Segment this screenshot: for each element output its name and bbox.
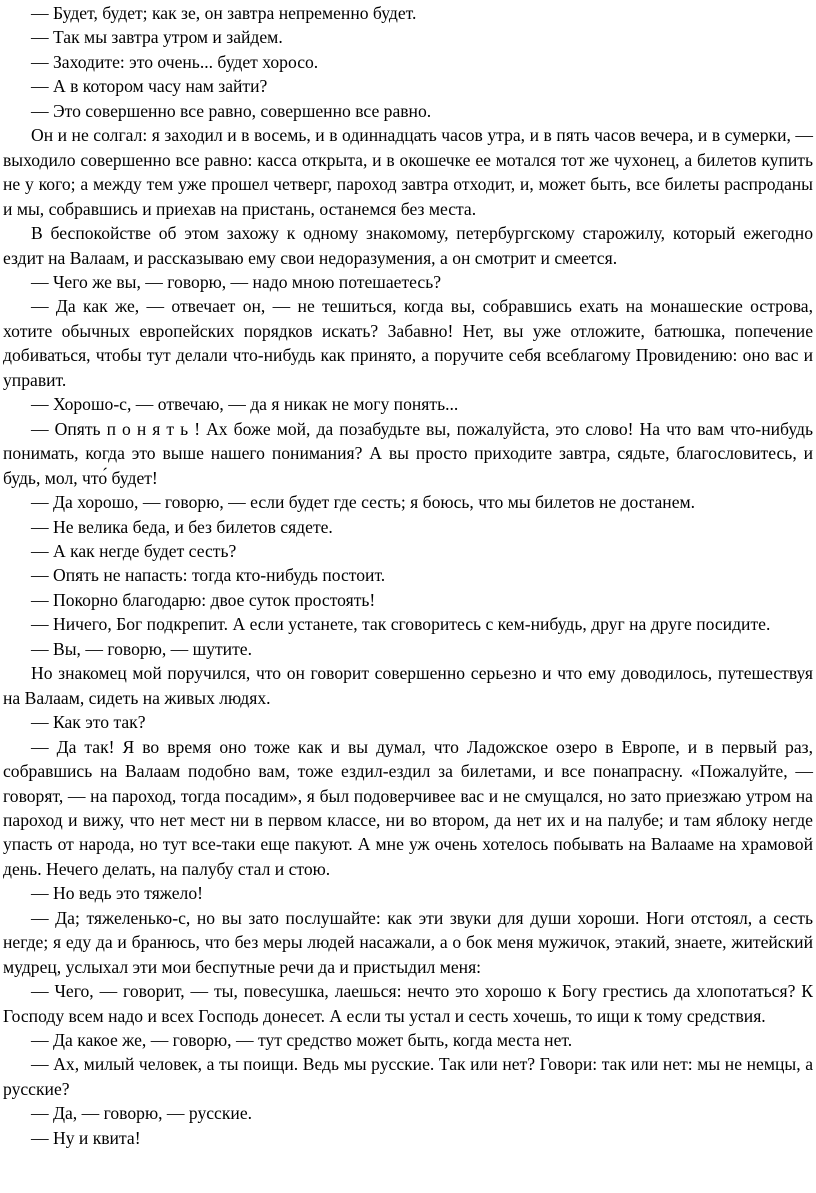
paragraph: — Ах, милый человек, а ты поищи. Ведь мы русские. Так или нет? Говори: так или нет: мы не немцы, а русские? [3, 1054, 813, 1099]
paragraph: — Да так! Я во время оно тоже как и вы думал, что Ладожское озеро в Европе, и в первый раз, собравшись на Валаам подобно вам, тоже ездил-ездил за билетами, и все понапрасну. «Пожалуйте, — говорят, — на пароход, тогда посадим», я был подоверчивее вас и не смущался, но зато приезжаю утром на пароход и вижу, что нет мест ни в первом классе, ни во втором, да нет их и на палубе; и там яблоку негде упасть от народа, но тут все-таки еще пакуют. А мне уж очень хотелось побывать на Валааме на храмовой день. Нечего делать, на палубу стал и стою. [3, 736, 813, 879]
paragraph: В беспокойстве об этом захожу к одному знакомому, петербургскому старожилу, который ежегодно ездит на Валаам, и рассказываю ему свои недоразумения, а он смотрит и смеется. [3, 223, 813, 268]
paragraph: — Да; тяжеленько-с, но вы зато послушайте: как эти звуки для души хороши. Ноги отстоял, а сесть негде; я еду да и бранюсь, что без меры людей насажали, а о бок меня мужичок, этакий, знаете, житейский мудрец, услыхал эти мои беспутные речи да и пристыдил меня: [3, 907, 813, 977]
paragraph: — Да хорошо, — говорю, — если будет где сесть; я боюсь, что мы билетов не достанем. [31, 492, 696, 513]
paragraph: — Будет, будет; как зе, он завтра непременно будет. [31, 3, 417, 23]
paragraph: Он и не солгал: я заходил и в восемь, и в одиннадцать часов утра, и в пять часов вечера, и в сумерки, — выходило совершенно все равно: касса открыта, и в окошечке ее мотался тот же чухонец, а билетов купить не у кого; а между тем уже прошел четверг, пароход завтра отходит, и, может быть, все билеты распроданы и мы, собравшись и приехав на пристань, останемся без места. [3, 125, 813, 219]
paragraph: — Как это так? [31, 712, 146, 733]
paragraph: — Ну и квита! [31, 1127, 141, 1148]
paragraph: — Ничего, Бог подкрепит. А если устанете, так сговоритесь с кем-нибудь, друг на друге посидите. [31, 614, 771, 635]
paragraph: — А как негде будет сесть? [31, 540, 237, 561]
paragraph: — Да какое же, — говорю, — тут средство может быть, когда места нет. [31, 1030, 573, 1051]
paragraph: — Не велика беда, и без билетов сядете. [31, 516, 333, 537]
paragraph: — Так мы завтра утром и зайдем. [31, 27, 283, 48]
paragraph: — Хорошо-с, — отвечаю, — да я никак не могу понять... [31, 394, 459, 415]
paragraph: — Но ведь это тяжело! [31, 883, 203, 904]
paragraph: — А в котором часу нам зайти? [31, 76, 268, 97]
document-page [3, 0, 813, 1150]
paragraph: — Заходите: это очень... будет хоросо. [31, 51, 319, 72]
paragraph: — Чего же вы, — говорю, — надо мною потешаетесь? [31, 271, 442, 292]
paragraph: Но знакомец мой поручился, что он говорит совершенно серьезно и что ему доводилось, путешествуя на Валаам, сидеть на живых людях. [3, 663, 813, 708]
paragraph: — Да как же, — отвечает он, — не тешиться, когда вы, собравшись ехать на монашеские острова, хотите обычных европейских порядков искать? Забавно! Нет, вы уже отложите, батюшка, попечение добиваться, чтобы тут делали что-нибудь как принято, а поручите себя всеблагому Провидению: оно вас и управит. [3, 296, 813, 390]
paragraph: — Опять п о н я т ь ! Ах боже мой, да позабудьте вы, пожалуйста, это слово! На что вам что-нибудь понимать, когда это выше нашего понимания? А вы просто приходите завтра, сядьте, благословитесь, и будь, мол, что́ будет! [3, 418, 813, 488]
paragraph: — Это совершенно все равно, совершенно все равно. [31, 100, 432, 121]
paragraph: — Чего, — говорит, — ты, повесушка, лаешься: нечто это хорошо к Богу грестись да хлопотаться? К Господу всем надо и всех Господь донесет. А если ты устал и сесть хочешь, то ищи к тому средствия. [3, 981, 813, 1026]
paragraph: — Покорно благодарю: двое суток простоять! [31, 589, 376, 610]
paragraph: — Вы, — говорю, — шутите. [31, 638, 252, 659]
paragraph: — Опять не напасть: тогда кто-нибудь постоит. [31, 565, 386, 586]
paragraph: — Да, — говорю, — русские. [31, 1103, 253, 1124]
